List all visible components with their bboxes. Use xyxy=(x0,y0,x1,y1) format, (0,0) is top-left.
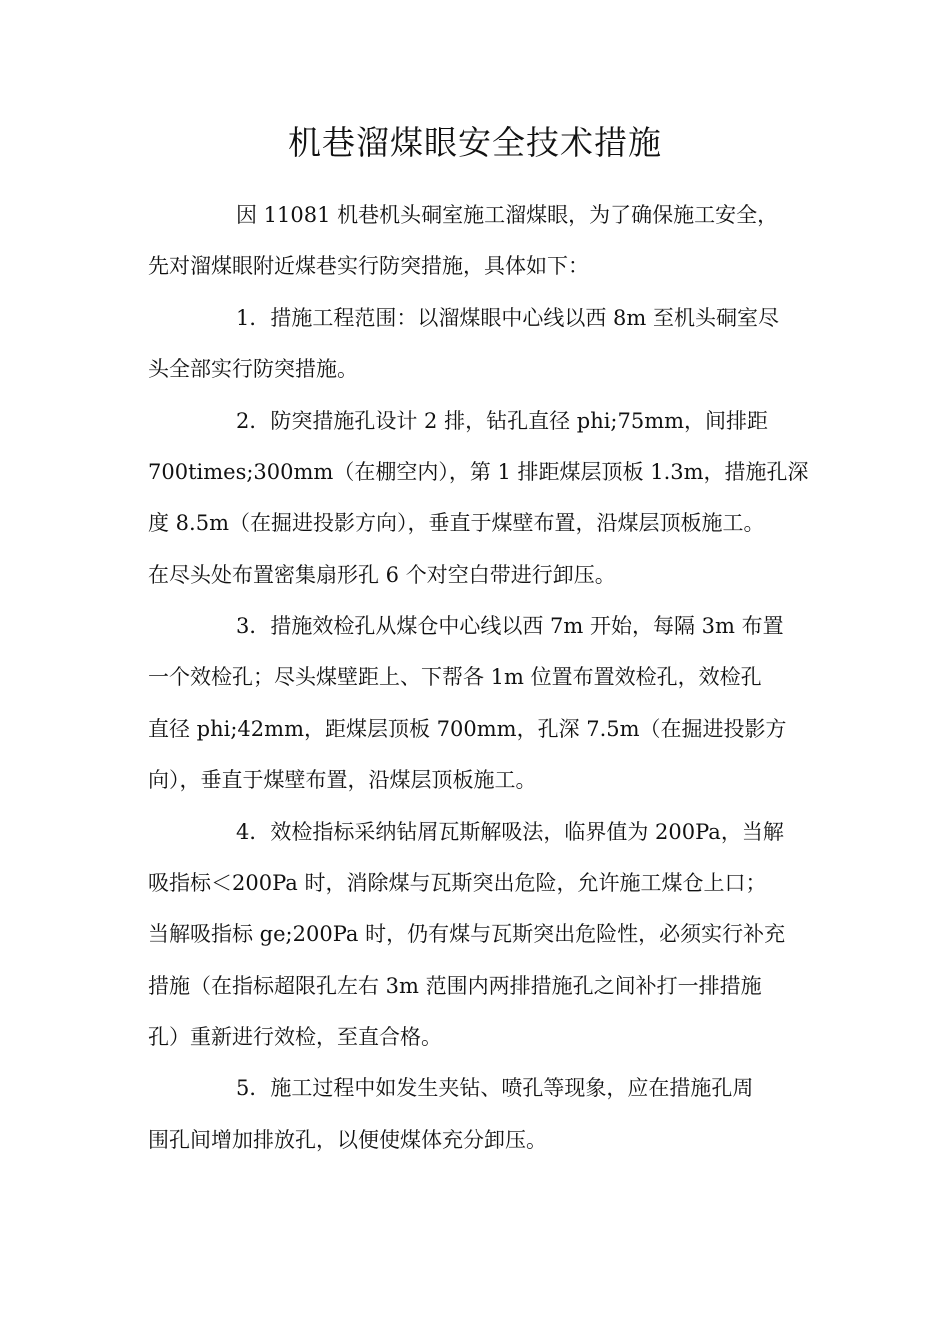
item-2-line-3: 度 8.5m（在掘进投影方向），垂直于煤壁布置，沿煤层顶板施工。 xyxy=(148,511,765,535)
item-3-line-3: 直径 phi;42mm，距煤层顶板 700mm，孔深 7.5m（在掘进投影方 xyxy=(148,717,787,741)
item-2-line-1: 2．防突措施孔设计 2 排，钻孔直径 phi;75mm，间排距 xyxy=(236,409,769,433)
item-4-line-3: 当解吸指标 ge;200Pa 时，仍有煤与瓦斯突出危险性，必须实行补充 xyxy=(148,922,786,946)
item-4-line-2: 吸指标＜200Pa 时，消除煤与瓦斯突出危险，允许施工煤仓上口； xyxy=(148,871,767,895)
item-3-line-1: 3．措施效检孔从煤仓中心线以西 7m 开始，每隔 3m 布置 xyxy=(236,614,784,638)
item-5-line-2: 围孔间增加排放孔，以便使煤体充分卸压。 xyxy=(148,1128,547,1152)
item-3-line-2: 一个效检孔；尽头煤壁距上、下帮各 1m 位置布置效检孔，效检孔 xyxy=(148,665,762,689)
item-4-line-1: 4．效检指标采纳钻屑瓦斯解吸法，临界值为 200Pa，当解 xyxy=(236,820,784,844)
item-5-line-1: 5．施工过程中如发生夹钻、喷孔等现象，应在措施孔周 xyxy=(236,1076,754,1100)
document-title: 机巷溜煤眼安全技术措施 xyxy=(288,123,662,162)
item-4-line-5: 孔）重新进行效检，至直合格。 xyxy=(148,1025,442,1049)
item-2-line-2: 700times;300mm（在棚空内），第 1 排距煤层顶板 1.3m，措施孔深 xyxy=(148,460,809,484)
item-3-line-4: 向），垂直于煤壁布置，沿煤层顶板施工。 xyxy=(148,768,537,792)
paragraph-intro-line-2: 先对溜煤眼附近煤巷实行防突措施，具体如下： xyxy=(148,254,589,278)
item-4-line-4: 措施（在指标超限孔左右 3m 范围内两排措施孔之间补打一排措施 xyxy=(148,974,762,998)
item-1-line-1: 1．措施工程范围：以溜煤眼中心线以西 8m 至机头硐室尽 xyxy=(236,306,779,330)
item-1-line-2: 头全部实行防突措施。 xyxy=(148,357,358,381)
paragraph-intro-line-1: 因 11081 机巷机头硐室施工溜煤眼，为了确保施工安全， xyxy=(236,203,779,227)
item-2-line-4: 在尽头处布置密集扇形孔 6 个对空白带进行卸压。 xyxy=(148,563,616,587)
